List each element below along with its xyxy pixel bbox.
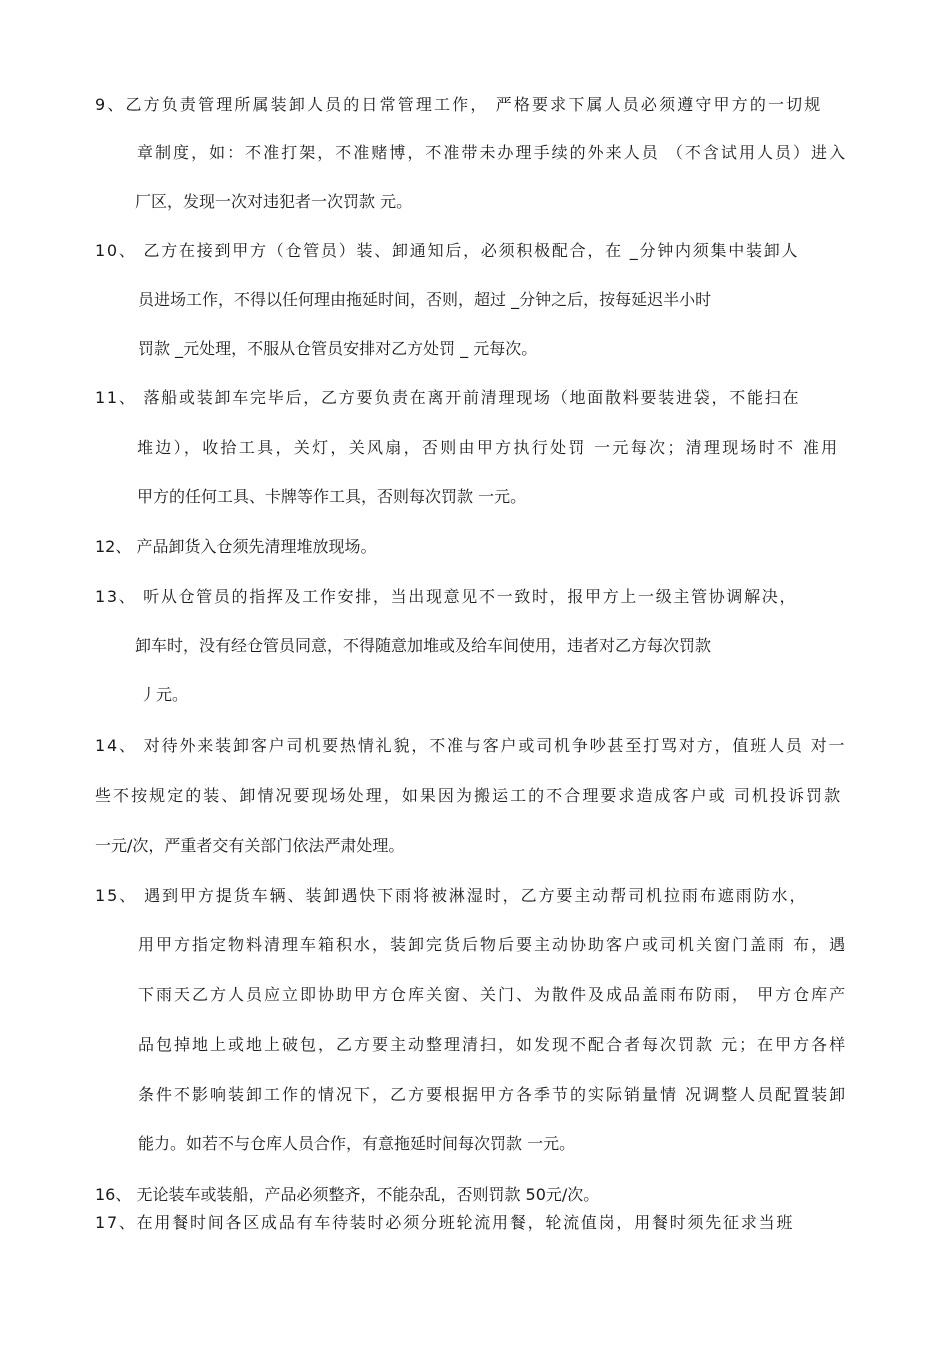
- text-line: 些不按规定的装、卸情况要现场处理，如果因为搬运工的不合理要求造成客户或 司机投诉罚款: [95, 786, 843, 805]
- text-line: 10、 乙方在接到甲方（仓管员）装、卸通知后，必须积极配合，在 _分钟内须集中装卸人: [95, 241, 800, 260]
- text-line: 17、在用餐时间各区成品有车待装时必须分班轮流用餐，轮流值岗，用餐时须先征求当班: [95, 1213, 795, 1232]
- text-line: 下雨天乙方人员应立即协助甲方仓库关窗、关门、为散件及成品盖雨布防雨， 甲方仓库产: [138, 985, 848, 1004]
- text-line: 15、 遇到甲方提货车辆、装卸遇快下雨将被淋湿时，乙方要主动帮司机拉雨布遮雨防水，: [95, 886, 808, 905]
- text-line: 丿元。: [140, 685, 189, 704]
- text-line: 12、 产品卸货入仓须先清理堆放现场。: [95, 537, 377, 556]
- text-line: 13、 听从仓管员的指挥及工作安排，当出现意见不一致时，报甲方上一级主管协调解决，: [95, 587, 798, 606]
- text-line: 11、 落船或装卸车完毕后，乙方要负责在离开前清理现场（地面散料要装进袋，不能扫在: [95, 388, 801, 407]
- text-line: 用甲方指定物料清理车箱积水，装卸完货后物后要主动协助客户或司机关窗门盖雨 布，遇: [138, 935, 848, 954]
- text-line: 14、 对待外来装卸客户司机要热情礼貌，不准与客户或司机争吵甚至打骂对方，值班人员 对一: [95, 736, 847, 755]
- text-line: 16、 无论装车或装船，产品必须整齐，不能杂乱，否则罚款 50元/次。: [95, 1185, 600, 1204]
- text-line: 条件不影响装卸工作的情况下，乙方要根据甲方各季节的实际销量情 况调整人员配置装卸: [138, 1085, 848, 1104]
- text-line: 罚款 _元处理，不服从仓管员安排对乙方处罚 _ 元每次。: [138, 339, 538, 358]
- text-line: 厂区，发现一次对违犯者一次罚款 元。: [135, 192, 413, 211]
- text-line: 卸车时，没有经仓管员同意，不得随意加堆或及给车间使用，违者对乙方每次罚款: [135, 636, 712, 655]
- text-line: 能力。如若不与仓库人员合作，有意拖延时间每次罚款 一元。: [138, 1134, 576, 1153]
- text-line: 一元/次，严重者交有关部门依法严肃处理。: [95, 836, 405, 855]
- text-line: 品包掉地上或地上破包，乙方要主动整理清扫，如发现不配合者每次罚款 元；在甲方各样: [138, 1035, 848, 1054]
- text-line: 甲方的任何工具、卡牌等作工具，否则每次罚款 一元。: [137, 487, 527, 506]
- text-line: 堆边），收拾工具，关灯，关风扇，否则由甲方执行处罚 一元每次；清理现场时不 准用: [137, 438, 840, 457]
- text-line: 章制度，如：不准打架，不准赌博，不准带未办理手续的外来人员 （不含试用人员）进入: [137, 143, 848, 162]
- text-line: 员进场工作，不得以任何理由拖延时间，否则，超过 _分钟之后，按每延迟半小时: [138, 290, 712, 309]
- text-line: 9、乙方负责管理所属装卸人员的日常管理工作， 严格要求下属人员必须遵守甲方的一切规: [95, 95, 823, 114]
